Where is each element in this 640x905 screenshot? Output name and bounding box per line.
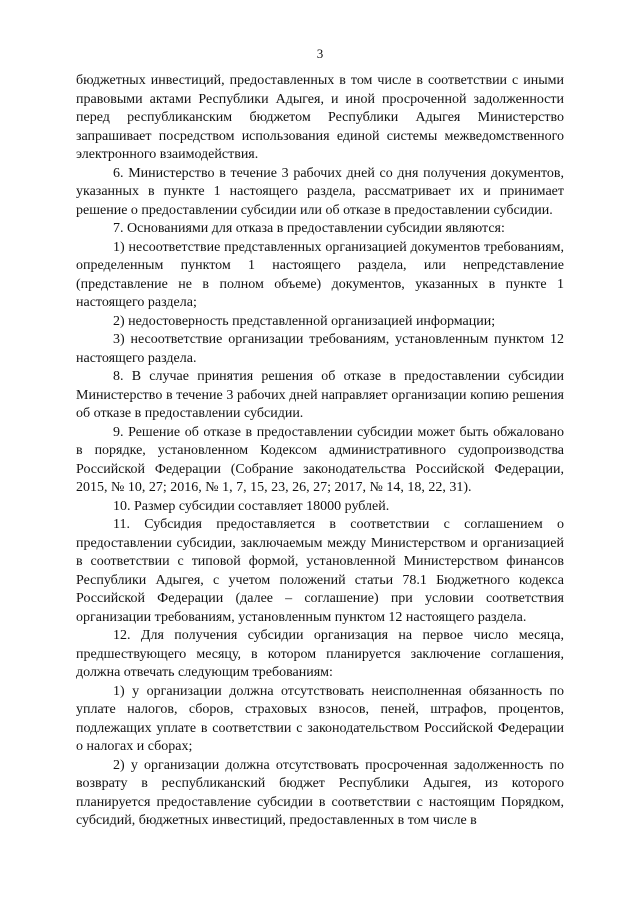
paragraph-subitem-12-1: 1) у организации должна отсутствовать неисполненная обязанность по уплате налогов, сборов, страховых взносов, пеней, штрафов, процентов, подлежащих уплате в соответствии с законодательством Российской Федерации о налогах и сборах; xyxy=(76,683,564,754)
paragraph-item-11: 11. Субсидия предоставляется в соответствии с соглашением о предоставлении субсидии, заключаемым между Министерством и организацией в соответствии с типовой формой, установленной Министерством финансов Республики Адыгея, с учетом положений статьи 78.1 Бюджетного кодекса Российской Федерации (далее – соглашение) при условии соответствия организации требованиям, установленным пунктом 12 настоящего раздела. xyxy=(76,517,564,625)
paragraph-item-12: 12. Для получения субсидии организация на первое число месяца, предшествующего месяцу, в котором планируется заключение соглашения, должна отвечать следующим требованиям: xyxy=(76,628,564,680)
paragraph-item-6: 6. Министерство в течение 3 рабочих дней со дня получения документов, указанных в пункте 1 настоящего раздела, рассматривает их и принимает решение о предоставлении субсидии или об отказе в предоставлении субсидии. xyxy=(76,165,564,218)
paragraph-item-8: 8. В случае принятия решения об отказе в предоставлении субсидии Министерство в течение 3 рабочих дней направляет организации копию решения об отказе в предоставлении субсидии. xyxy=(76,369,564,421)
paragraph-subitem-7-1: 1) несоответствие представленных организацией документов требованиям, определенным пунктом 1 настоящего раздела, или непредставление (представление не в полном объеме) документов, указанных в пункте 1 настоящего раздела; xyxy=(76,239,564,310)
paragraph-subitem-12-2: 2) у организации должна отсутствовать просроченная задолженность по возврату в республиканский бюджет Республики Адыгея, из которого планируется предоставление субсидии в соответствии с настоящим Порядком, субсидий, бюджетных инвестиций, предоставленных в том числе в xyxy=(76,757,564,828)
paragraph-subitem-7-2: 2) недостоверность представленной организацией информации; xyxy=(113,313,496,329)
paragraph-item-7: 7. Основаниями для отказа в предоставлении субсидии являются: xyxy=(113,221,505,236)
paragraph-continuation: бюджетных инвестиций, предоставленных в том числе в соответствии с иными правовыми актами Республики Адыгея, и иной просроченной задолженности перед республиканским бюджетом Республики Адыгея Министерство запрашивает посредством использования единой системы межведомственного электронного взаимодействия. xyxy=(76,73,564,162)
page-number: 3 xyxy=(316,46,324,61)
paragraph-subitem-7-3: 3) несоответствие организации требованиям, установленным пунктом 12 настоящего раздела. xyxy=(76,332,564,366)
paragraph-item-10: 10. Размер субсидии составляет 18000 рублей. xyxy=(113,498,390,514)
document-body xyxy=(76,72,564,831)
paragraph-item-9: 9. Решение об отказе в предоставлении субсидии может быть обжаловано в порядке, установленном Кодексом административного судопроизводства Российской Федерации (Собрание законодательства Российской Федерации, 2015, № 10, 27; 2016, № 1, 7, 15, 23, 26, 27; 2017, № 14, 18, 22, 31). xyxy=(76,424,564,495)
